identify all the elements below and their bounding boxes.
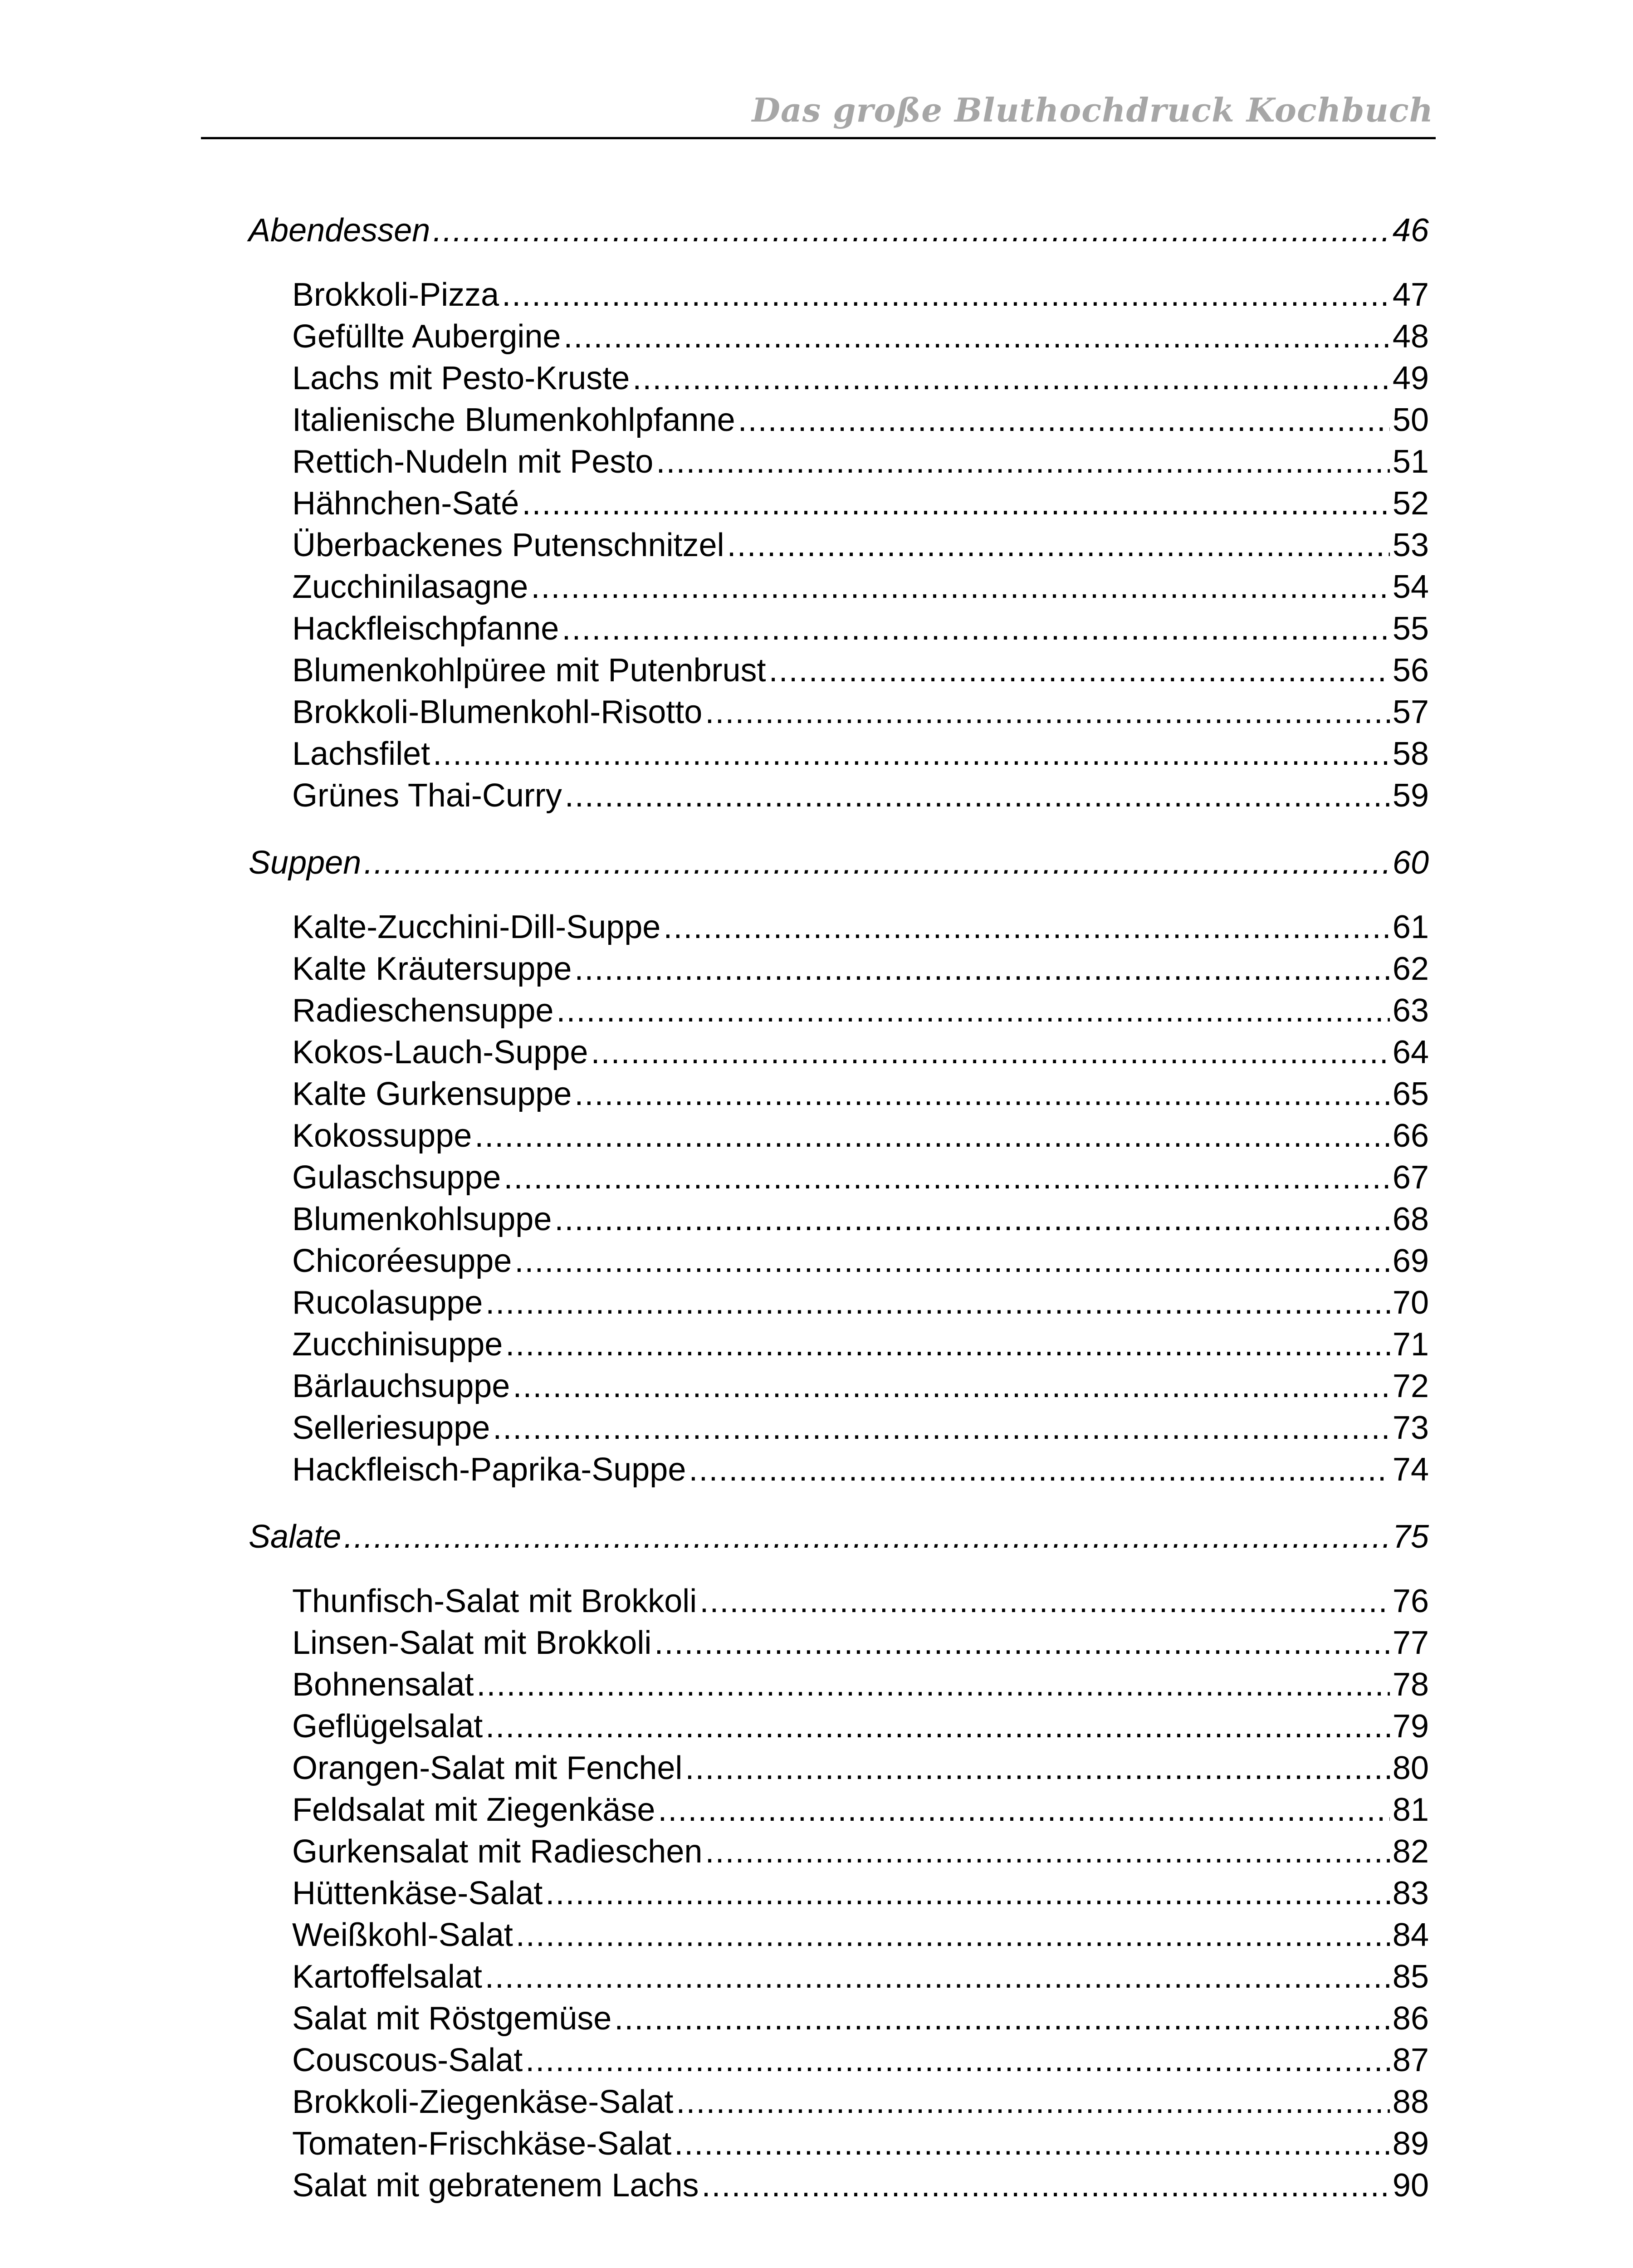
toc-entry[interactable] <box>292 1789 1429 1831</box>
table-of-contents <box>0 210 1633 2206</box>
toc-entry-title: Kokossuppe <box>292 1118 472 1154</box>
toc-section-heading[interactable] <box>249 210 1429 251</box>
toc-entry-page: 47 <box>1392 277 1429 313</box>
dot-leader <box>574 948 1390 990</box>
toc-entry-title: Zucchinilasagne <box>292 569 528 605</box>
dot-leader <box>727 524 1390 566</box>
toc-entry[interactable] <box>292 650 1429 691</box>
toc-entry[interactable] <box>292 1115 1429 1157</box>
toc-entry-page: 51 <box>1392 444 1429 480</box>
toc-entry-page: 56 <box>1392 652 1429 689</box>
toc-entry-title: Salat mit Röstgemüse <box>292 2000 612 2037</box>
toc-entry-title: Blumenkohlpüree mit Putenbrust <box>292 652 766 689</box>
toc-entry[interactable] <box>292 733 1429 775</box>
dot-leader <box>433 733 1390 775</box>
toc-entry-page: 79 <box>1392 1708 1429 1745</box>
toc-entry-title: Selleriesuppe <box>292 1410 490 1446</box>
toc-entry-page: 52 <box>1392 485 1429 522</box>
toc-entry-title: Grünes Thai-Curry <box>292 777 562 814</box>
toc-entry-title: Hähnchen-Saté <box>292 485 519 522</box>
toc-entry-title: Salat mit gebratenem Lachs <box>292 2167 699 2204</box>
toc-entry[interactable] <box>292 1073 1429 1115</box>
dot-leader <box>614 1998 1390 2039</box>
dot-leader <box>514 1240 1390 1282</box>
toc-entry-page: 73 <box>1392 1410 1429 1446</box>
toc-entry-title: Linsen-Salat mit Brokkoli <box>292 1625 652 1661</box>
toc-entry[interactable] <box>292 691 1429 733</box>
toc-entry[interactable] <box>292 1747 1429 1789</box>
toc-entry-page: 69 <box>1392 1243 1429 1279</box>
toc-entry[interactable] <box>292 608 1429 650</box>
toc-entry[interactable] <box>292 1831 1429 1872</box>
toc-entry-title: Geflügelsalat <box>292 1708 483 1745</box>
toc-entry-page: 72 <box>1392 1368 1429 1404</box>
toc-entry-title: Tomaten-Frischkäse-Salat <box>292 2126 672 2162</box>
toc-entry-page: 54 <box>1392 569 1429 605</box>
toc-entry-page: 83 <box>1392 1875 1429 1911</box>
toc-entry[interactable] <box>292 948 1429 990</box>
toc-entry[interactable] <box>292 1872 1429 1914</box>
toc-entry-title: Zucchinisuppe <box>292 1326 503 1363</box>
toc-entry[interactable] <box>292 1324 1429 1365</box>
toc-entry[interactable] <box>292 1198 1429 1240</box>
toc-entry[interactable] <box>292 1365 1429 1407</box>
dot-leader <box>654 1622 1390 1664</box>
toc-entry-page: 82 <box>1392 1833 1429 1870</box>
toc-entry-page: 89 <box>1392 2126 1429 2162</box>
toc-entry-page: 57 <box>1392 694 1429 730</box>
toc-entry[interactable] <box>292 906 1429 948</box>
dot-leader <box>476 1664 1390 1706</box>
dot-leader <box>632 357 1390 399</box>
dot-leader <box>685 1747 1389 1789</box>
dot-leader <box>738 399 1390 441</box>
dot-leader <box>525 2039 1390 2081</box>
toc-entry-page: 88 <box>1392 2084 1429 2120</box>
toc-entry-page: 90 <box>1392 2167 1429 2204</box>
dot-leader <box>485 1956 1390 1998</box>
dot-leader <box>485 1706 1390 1747</box>
toc-entry[interactable] <box>292 357 1429 399</box>
toc-entry-page: 85 <box>1392 1959 1429 1995</box>
dot-leader <box>676 2081 1390 2123</box>
toc-entry[interactable] <box>292 1407 1429 1449</box>
toc-entry[interactable] <box>292 775 1429 816</box>
toc-entry-title: Lachsfilet <box>292 736 430 772</box>
toc-entry-title: Hackfleischpfanne <box>292 611 559 647</box>
toc-entry-page: 78 <box>1392 1667 1429 1703</box>
toc-entry-title: Kalte-Zucchini-Dill-Suppe <box>292 909 661 945</box>
toc-entry-page: 53 <box>1392 527 1429 563</box>
toc-entry-title: Thunfisch-Salat mit Brokkoli <box>292 1583 697 1619</box>
toc-entry-title: Brokkoli-Blumenkohl-Risotto <box>292 694 703 730</box>
dot-leader <box>705 691 1390 733</box>
toc-entry[interactable] <box>292 2039 1429 2081</box>
toc-entry-title: Rettich-Nudeln mit Pesto <box>292 444 654 480</box>
toc-entry[interactable] <box>292 1706 1429 1747</box>
toc-entry-title: Chicoréesuppe <box>292 1243 512 1279</box>
toc-entry-page: 66 <box>1392 1118 1429 1154</box>
dot-leader <box>522 483 1390 524</box>
toc-entry-title: Blumenkohlsuppe <box>292 1201 552 1237</box>
toc-entry-title: Brokkoli-Pizza <box>292 277 499 313</box>
toc-entry-page: 49 <box>1392 360 1429 396</box>
dot-leader <box>699 1580 1390 1622</box>
toc-entry-title: Gulaschsuppe <box>292 1159 501 1196</box>
dot-leader <box>562 608 1390 650</box>
toc-entry-page: 76 <box>1392 1583 1429 1619</box>
toc-section-page: 75 <box>1392 1519 1429 1555</box>
toc-section-page: 60 <box>1392 845 1429 881</box>
dot-leader <box>565 775 1390 816</box>
toc-entry-title: Bärlauchsuppe <box>292 1368 510 1404</box>
toc-entry-page: 59 <box>1392 777 1429 814</box>
toc-section-heading[interactable] <box>249 842 1429 884</box>
dot-leader <box>554 1198 1390 1240</box>
toc-entry[interactable] <box>292 399 1429 441</box>
toc-entry-page: 81 <box>1392 1792 1429 1828</box>
dot-leader <box>658 1789 1390 1831</box>
dot-leader <box>531 566 1390 608</box>
toc-entry[interactable] <box>292 316 1429 357</box>
dot-leader <box>545 1872 1390 1914</box>
dot-leader <box>344 1516 1390 1558</box>
toc-entry[interactable] <box>292 483 1429 524</box>
toc-entry-title: Couscous-Salat <box>292 2042 523 2078</box>
toc-entry[interactable] <box>292 2081 1429 2123</box>
toc-entry[interactable] <box>292 1031 1429 1073</box>
toc-entry[interactable] <box>292 990 1429 1031</box>
dot-leader <box>493 1407 1390 1449</box>
dot-leader <box>663 906 1390 948</box>
toc-entry-title: Rucolasuppe <box>292 1285 483 1321</box>
toc-entry-title: Weißkohl-Salat <box>292 1917 513 1953</box>
toc-entry-page: 80 <box>1392 1750 1429 1786</box>
toc-section-page: 46 <box>1392 212 1429 249</box>
toc-entry-title: Überbackenes Putenschnitzel <box>292 527 724 563</box>
toc-section-title: Abendessen <box>249 212 430 249</box>
toc-entry-page: 65 <box>1392 1076 1429 1112</box>
toc-entry-page: 74 <box>1392 1452 1429 1488</box>
toc-entry-title: Radieschensuppe <box>292 992 554 1029</box>
toc-entry-title: Gurkensalat mit Radieschen <box>292 1833 703 1870</box>
toc-entry[interactable] <box>292 1282 1429 1324</box>
toc-entry-title: Kalte Kräutersuppe <box>292 951 572 987</box>
toc-entry-page: 70 <box>1392 1285 1429 1321</box>
dot-leader <box>485 1282 1390 1324</box>
toc-entry[interactable] <box>292 1914 1429 1956</box>
toc-entry-page: 61 <box>1392 909 1429 945</box>
toc-entry[interactable] <box>292 274 1429 316</box>
toc-entry-page: 64 <box>1392 1034 1429 1070</box>
toc-entry-page: 67 <box>1392 1159 1429 1196</box>
dot-leader <box>769 650 1390 691</box>
toc-entry[interactable] <box>292 1956 1429 1998</box>
dot-leader <box>556 990 1389 1031</box>
toc-entry-page: 68 <box>1392 1201 1429 1237</box>
toc-entry-page: 48 <box>1392 318 1429 355</box>
dot-leader <box>505 1324 1390 1365</box>
toc-entry-title: Gefüllte Aubergine <box>292 318 561 355</box>
dot-leader <box>674 2123 1390 2165</box>
dot-leader <box>502 274 1390 316</box>
dot-leader <box>701 2165 1389 2206</box>
toc-entry-title: Brokkoli-Ziegenkäse-Salat <box>292 2084 674 2120</box>
dot-leader <box>364 842 1390 884</box>
toc-entry-title: Kartoffelsalat <box>292 1959 482 1995</box>
toc-entry-page: 77 <box>1392 1625 1429 1661</box>
dot-leader <box>516 1914 1390 1956</box>
toc-entry-page: 84 <box>1392 1917 1429 1953</box>
toc-section-title: Salate <box>249 1519 342 1555</box>
toc-entry-title: Feldsalat mit Ziegenkäse <box>292 1792 655 1828</box>
toc-entry-page: 50 <box>1392 402 1429 438</box>
toc-entry[interactable] <box>292 1622 1429 1664</box>
toc-entry-title: Lachs mit Pesto-Kruste <box>292 360 630 396</box>
toc-section-heading[interactable] <box>249 1516 1429 1558</box>
dot-leader <box>705 1831 1389 1872</box>
dot-leader <box>656 441 1390 483</box>
toc-entry-page: 87 <box>1392 2042 1429 2078</box>
dot-leader <box>474 1115 1390 1157</box>
dot-leader <box>563 316 1389 357</box>
toc-entry-page: 58 <box>1392 736 1429 772</box>
toc-entry[interactable] <box>292 1157 1429 1198</box>
toc-entry-title: Kokos-Lauch-Suppe <box>292 1034 588 1070</box>
toc-entry[interactable] <box>292 566 1429 608</box>
toc-entry-title: Bohnensalat <box>292 1667 474 1703</box>
toc-entry[interactable] <box>292 524 1429 566</box>
dot-leader <box>433 210 1390 251</box>
toc-entry-title: Kalte Gurkensuppe <box>292 1076 572 1112</box>
toc-entry-title: Orangen-Salat mit Fenchel <box>292 1750 683 1786</box>
toc-section-title: Suppen <box>249 845 362 881</box>
toc-entry-title: Hüttenkäse-Salat <box>292 1875 543 1911</box>
running-header-title: Das große Bluthochdruck Kochbuch <box>752 91 1433 129</box>
toc-entry[interactable] <box>292 1240 1429 1282</box>
dot-leader <box>504 1157 1390 1198</box>
toc-entry-title: Italienische Blumenkohlpfanne <box>292 402 735 438</box>
header-rule <box>201 137 1436 139</box>
dot-leader <box>513 1365 1390 1407</box>
toc-entry-page: 63 <box>1392 992 1429 1029</box>
toc-entry-page: 86 <box>1392 2000 1429 2037</box>
toc-entry-page: 55 <box>1392 611 1429 647</box>
toc-entry-page: 62 <box>1392 951 1429 987</box>
dot-leader <box>574 1073 1390 1115</box>
dot-leader <box>591 1031 1389 1073</box>
toc-entry[interactable] <box>292 441 1429 483</box>
toc-entry[interactable] <box>292 1580 1429 1622</box>
toc-entry-title: Hackfleisch-Paprika-Suppe <box>292 1452 686 1488</box>
toc-entry[interactable] <box>292 2123 1429 2165</box>
toc-entry[interactable] <box>292 1449 1429 1491</box>
toc-entry-page: 71 <box>1392 1326 1429 1363</box>
dot-leader <box>689 1449 1390 1491</box>
toc-entry[interactable] <box>292 2165 1429 2206</box>
toc-entry[interactable] <box>292 1664 1429 1706</box>
toc-entry[interactable] <box>292 1998 1429 2039</box>
